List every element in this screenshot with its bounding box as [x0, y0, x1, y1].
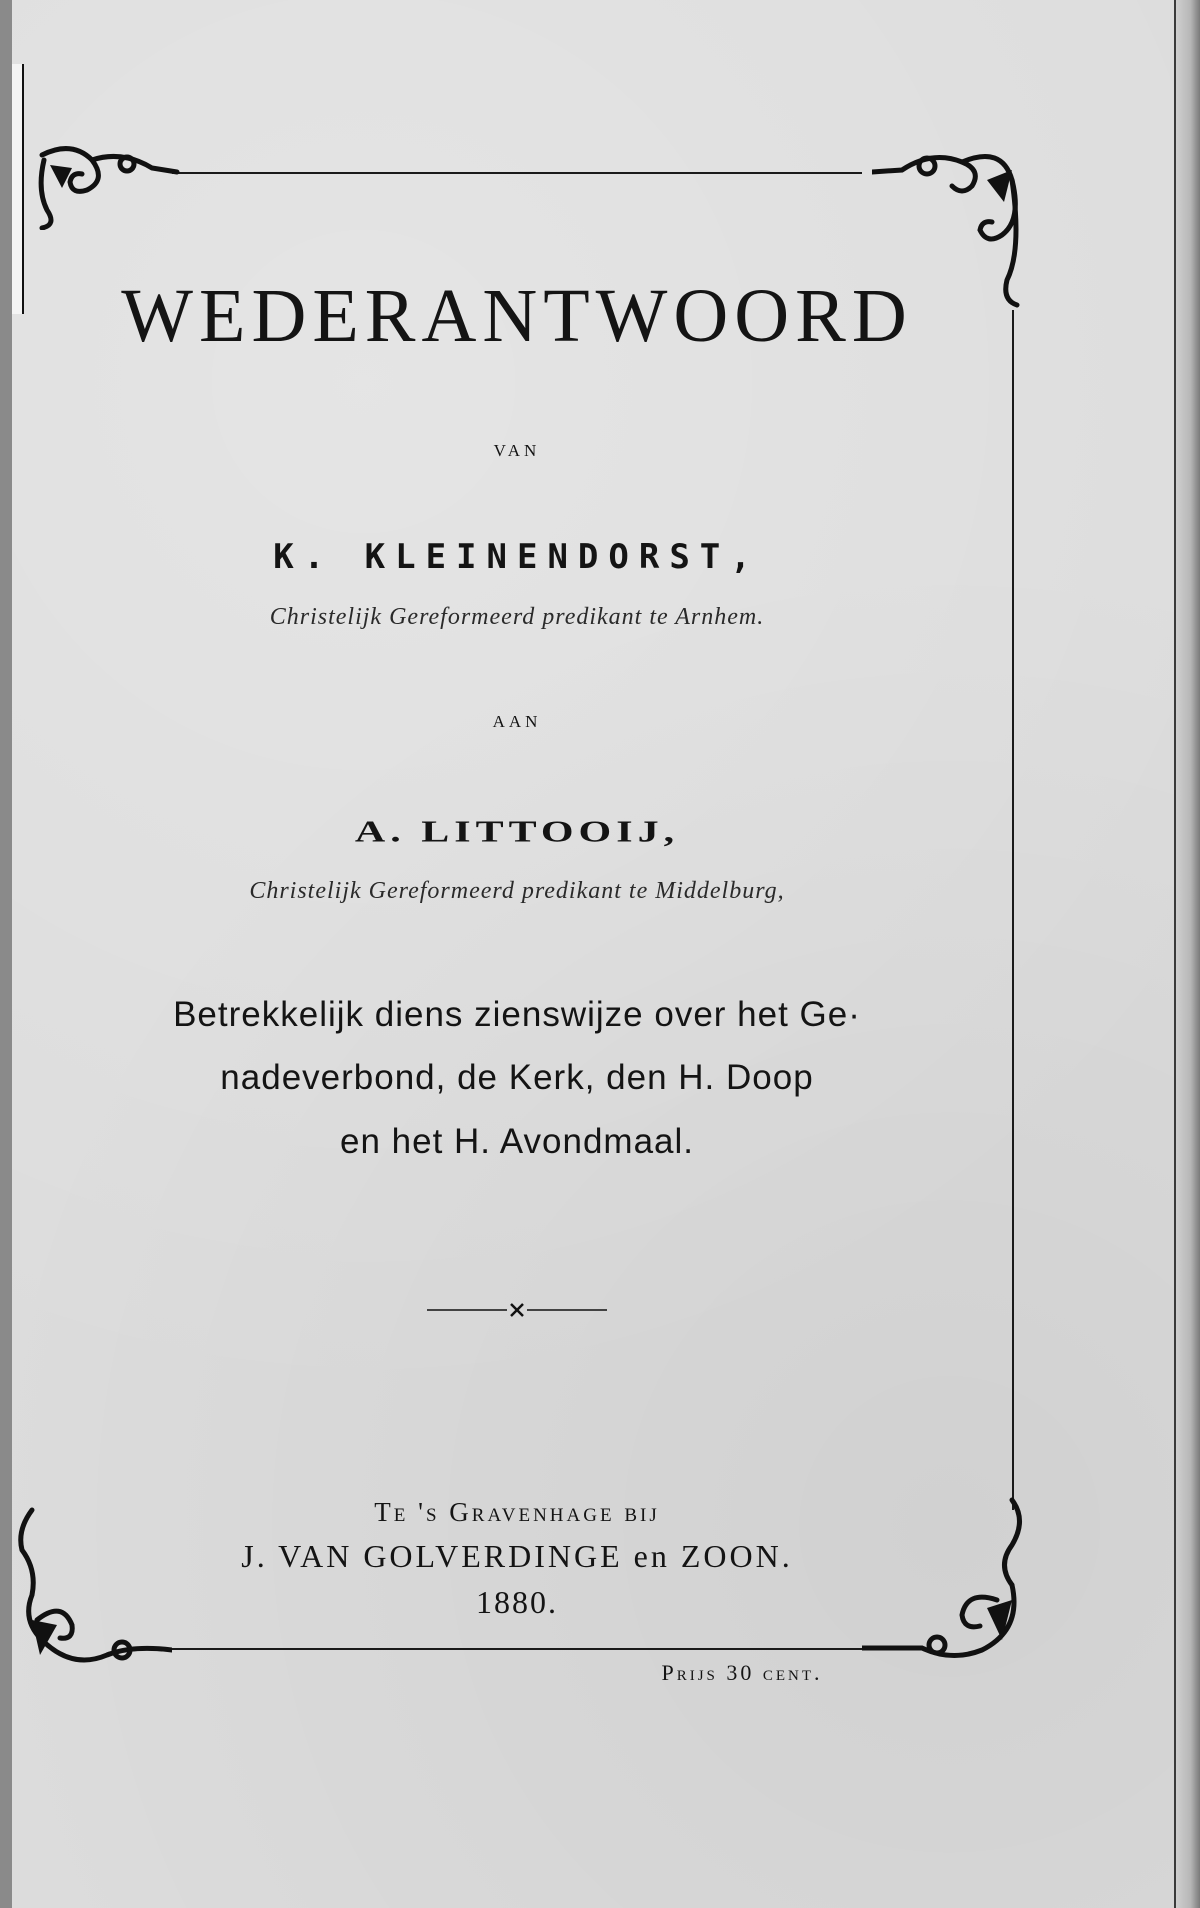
- publication-year: 1880.: [476, 1584, 558, 1620]
- aan-label: AAN: [492, 712, 542, 731]
- description-line-3: en het H. Avondmaal.: [339, 1122, 695, 1161]
- van-label: VAN: [493, 441, 541, 460]
- publisher-line-1: Te 's Gravenhage bij: [374, 1497, 660, 1527]
- page-title: WEDERANTWOORD: [121, 274, 913, 358]
- page-tab: [12, 64, 24, 314]
- author-1-role: Christelijk Gereformeerd predikant te Arnhem.: [269, 604, 765, 630]
- publisher-line-2: J. VAN GOLVERDINGE en ZOON.: [241, 1538, 793, 1574]
- price-label: Prijs 30 cent.: [661, 1660, 823, 1685]
- frame-top-rule: [172, 172, 862, 174]
- author-2-role: Christelijk Gereformeerd predikant te Middelburg,: [249, 878, 785, 904]
- frame-bottom-rule: [172, 1648, 862, 1650]
- scroll-ornament-icon: [32, 140, 182, 230]
- title-page: [12, 0, 1184, 1908]
- frame-right-rule: [1012, 310, 1014, 1510]
- author-1-name: K. KLEINENDORST,: [273, 537, 761, 577]
- description-line-2: nadeverbond, de Kerk, den H. Doop: [220, 1058, 814, 1097]
- author-2-name: A. LITTOOIJ,: [354, 815, 680, 849]
- description-line-1: Betrekkelijk diens zienswijze over het Ge·: [173, 995, 861, 1034]
- book-spine-edge: [1174, 0, 1200, 1908]
- cross-separator-icon: [427, 1300, 607, 1320]
